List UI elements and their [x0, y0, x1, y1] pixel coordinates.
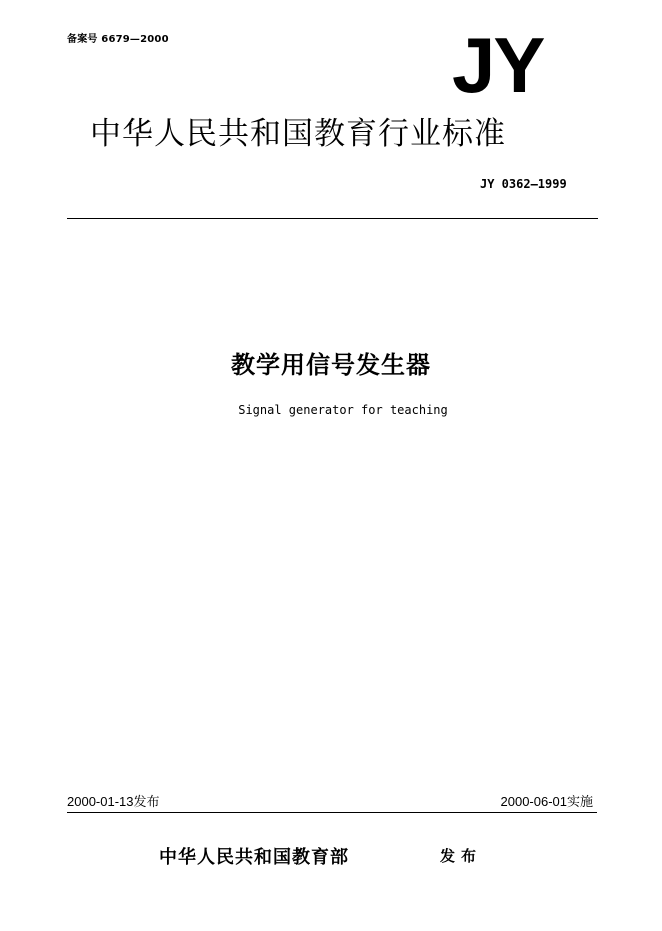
issue-date: 2000-01-13发布: [67, 794, 160, 809]
implementation-date: 2000-06-01实施: [500, 794, 593, 809]
publisher-name: 中华人民共和国教育部: [159, 847, 349, 868]
document-title: 教学用信号发生器: [231, 351, 431, 379]
document-title-english: Signal generator for teaching: [238, 403, 448, 417]
organization-title: 中华人民共和国教育行业标准: [90, 116, 506, 152]
publish-label: 发布: [440, 847, 483, 865]
header-divider: [67, 218, 598, 219]
date-row: [67, 792, 597, 813]
standard-code: JY 0362—1999: [480, 177, 567, 191]
record-number: 备案号 6679—2000: [67, 34, 169, 45]
jy-logo: JY: [452, 21, 544, 109]
